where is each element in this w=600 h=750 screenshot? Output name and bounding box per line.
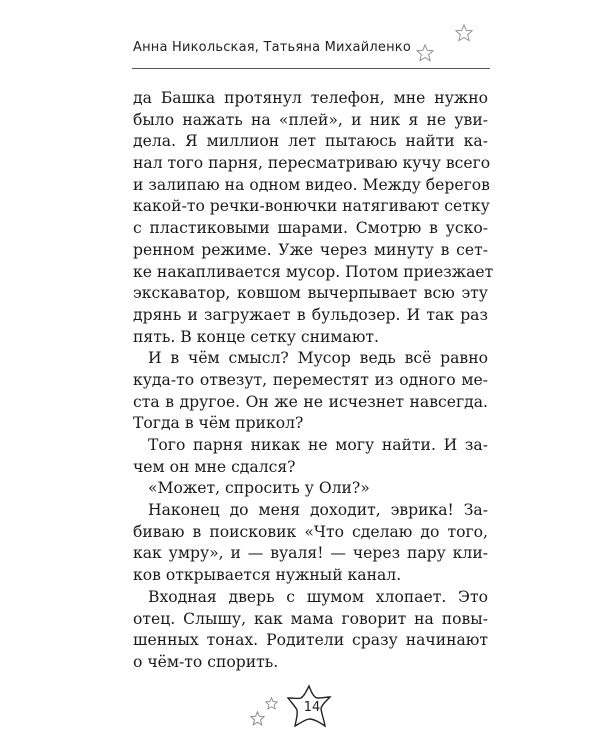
text-line: как умру», и — вуаля! — через пару кли- [133,544,488,563]
text-line: Входная дверь с шумом хлопает. Это [148,587,488,606]
text-line: чем он мне сдался? [133,457,296,476]
text-line: о чём-то спорить. [133,652,279,671]
text-line: ренном режиме. Уже через минуту в сет- [133,240,488,259]
text-line: ста в другое. Он же не исчезнет навсегда. [133,392,488,411]
text-line: Наконец до меня доходит, эврика! За- [148,501,488,520]
text-line: «Может, спросить у Оли?» [148,479,370,498]
text-line: Того парня никак не могу найти. И за- [148,436,488,454]
star-icon [265,697,278,710]
text-line: и залипаю на одном видео. Между берегов [133,175,490,194]
text-line: экскаватор, ковшом вычерпывает всю эту [133,284,488,303]
text-line: нал того парня, пересматриваю кучу всего [133,154,491,173]
text-line: дела. Я миллион лет пытаюсь найти ка- [133,132,488,151]
text-line: Тогда в чём прикол? [133,414,304,433]
text-line: с пластиковыми шарами. Смотрю в уско- [133,219,488,238]
text-line: да Башка протянул телефон, мне нужно [133,89,488,107]
text-line: шенных тонах. Родители сразу начинают [133,631,488,650]
page-number: 14 [303,700,321,715]
text-line: какой-то речки-вонючки натягивают сетку [133,197,490,216]
text-line: дрянь и загружает в бульдозер. И так раз [133,305,488,324]
text-line: ке накапливается мусор. Потом приезжает [133,262,494,281]
text-line: пять. В конце сетку снимают. [133,327,379,346]
text-line: биваю в поисковик «Что сделаю до того, [133,522,488,541]
header-rule [132,68,490,69]
star-icon [455,24,473,42]
text-line: отец. Слышу, как мама говорит на повы- [133,609,488,628]
running-header-authors: Анна Никольская, Татьяна Михайленко [133,40,411,55]
star-icon [250,711,265,726]
text-line: ков открывается нужный канал. [133,566,402,585]
text-line: куда-то отвезут, переместят из одного ме- [133,370,488,389]
text-line: было нажать на «плей», и ник я не уви- [133,110,488,129]
page-body-text [133,88,494,674]
star-icon [416,44,434,62]
text-line: И в чём смысл? Мусор ведь всё равно [148,349,488,368]
